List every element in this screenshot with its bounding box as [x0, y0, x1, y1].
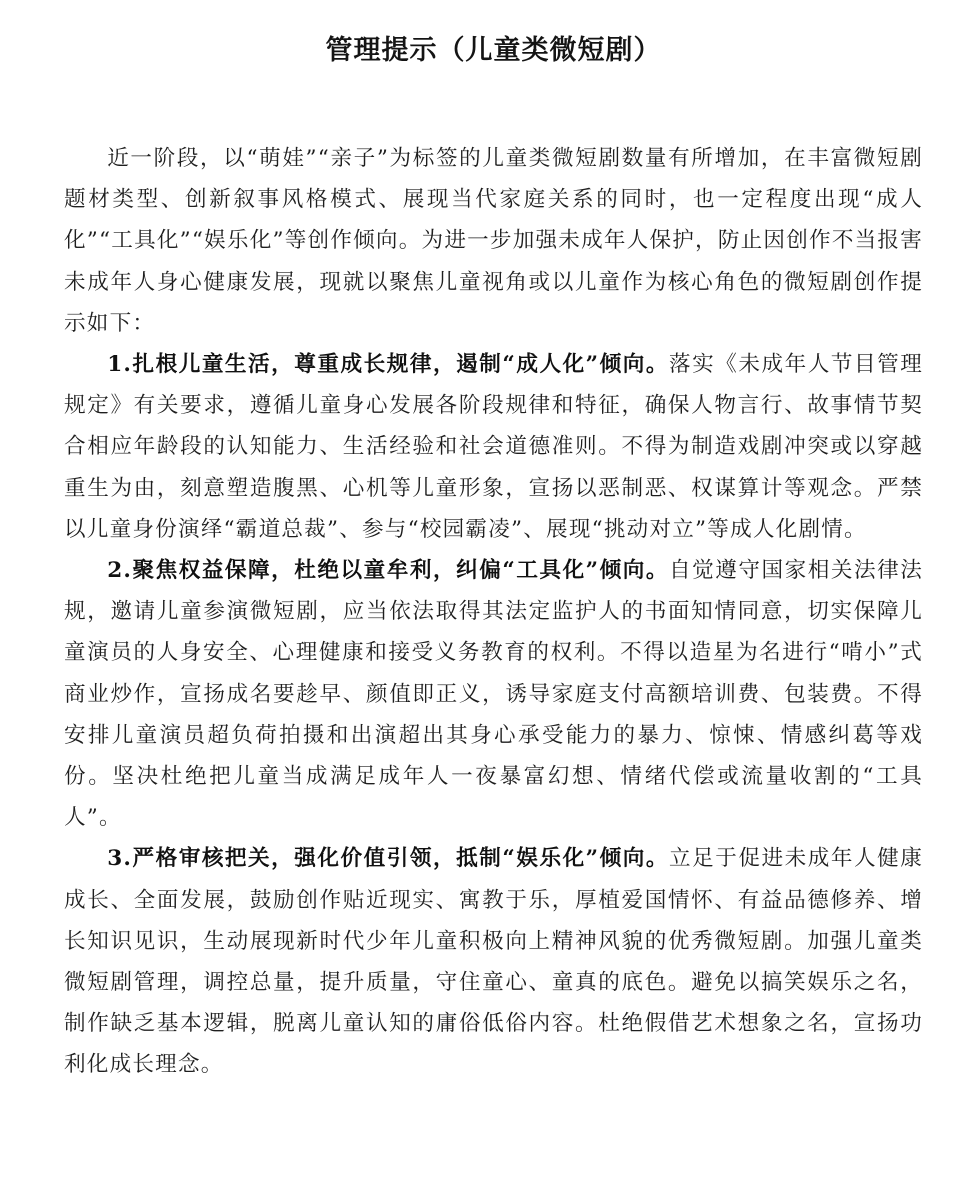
document-title: 管理提示（儿童类微短剧） [325, 35, 662, 66]
section-2-text: 自觉遵守国家相关法律法规，邀请儿童参演微短剧，应当依法取得其法定监护人的书面知情同意，切实保障儿童演员的人身安全、心理健康和接受义务教育的权利。不得以造星为名进行“啃小”式商业炒作，宣扬成名要趁早、颜值即正义，诱导家庭支付高额培训费、包装费。不得安排儿童演员超负荷拍摄和出演超出其身心承受能力的暴力、惊悚、情感纠葛等戏份。坚决杜绝把儿童当成满足成年人一夜暴富幻想、情绪代偿或流量收割的“工具人”。 [64, 558, 923, 831]
intro-paragraph: 近一阶段，以“萌娃”“亲子”为标签的儿童类微短剧数量有所增加，在丰富微短剧题材类型、创新叙事风格模式、展现当代家庭关系的同时，也一定程度出现“成人化”“工具化”“娱乐化”等创作倾向。为进一步加强未成年人保护，防止因创作不当报害未成年人身心健康发展，现就以聚焦儿童视角或以儿童作为核心角色的微短剧创作提示如下： [64, 146, 923, 336]
section-1-text: 落实《未成年人节目管理规定》有关要求，遵循儿童身心发展各阶段规律和特征，确保人物言行、故事情节契合相应年龄段的认知能力、生活经验和社会道德准则。不得为制造戏剧冲突或以穿越重生为由，刻意塑造腹黑、心机等儿童形象，宣扬以恶制恶、权谋算计等观念。严禁以儿童身份演绎“霸道总裁”、参与“校园霸凌”、展现“挑动对立”等成人化剧情。 [64, 352, 923, 542]
section-2-paragraph [64, 550, 923, 838]
section-3-text: 立足于促进未成年人健康成长、全面发展，鼓励创作贴近现实、寓教于乐，厚植爱国情怀、有益品德修养、增长知识见识，生动展现新时代少年儿童积极向上精神风貌的优秀微短剧。加强儿童类微短剧管理，调控总量，提升质量，守住童心、童真的底色。避免以搞笑娱乐之名，制作缺乏基本逻辑，脱离儿童认知的庸俗低俗内容。杜绝假借艺术想象之名，宣扬功利化成长理念。 [64, 846, 923, 1078]
section-1-heading: 1.扎根儿童生活，尊重成长规律，遏制“成人化”倾向。 [107, 352, 669, 378]
section-1-paragraph [64, 344, 923, 550]
section-3-heading: 3.严格审核把关，强化价值引领，抵制“娱乐化”倾向。 [107, 846, 669, 872]
section-2-heading: 2.聚焦权益保障，杜绝以童牟利，纠偏“工具化”倾向。 [107, 558, 669, 584]
section-3-paragraph [64, 838, 923, 1085]
document-body [64, 138, 923, 1086]
